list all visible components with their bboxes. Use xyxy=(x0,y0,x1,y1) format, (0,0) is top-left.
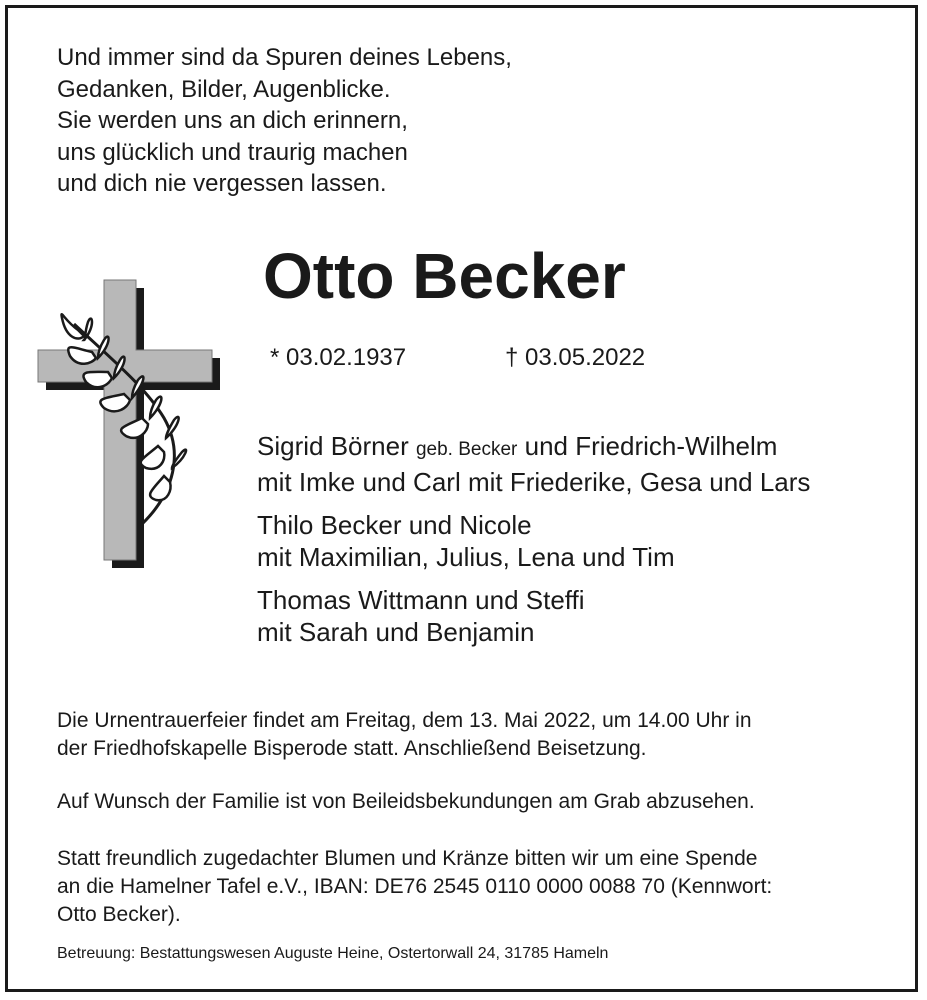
text-line: der Friedhofskapelle Bisperode statt. Anschließend Beisetzung. xyxy=(57,737,647,760)
poem-line: Gedanken, Bilder, Augenblicke. xyxy=(57,75,391,103)
maiden-name-note: geb. Becker xyxy=(415,439,518,460)
donation-paragraph xyxy=(57,845,772,929)
mourner-partner: und Friedrich-Wilhelm xyxy=(524,431,778,461)
text-line: Statt freundlich zugedachter Blumen und Kränze bitten wir um eine Spende xyxy=(57,847,758,870)
memorial-poem xyxy=(57,42,512,200)
mourner-name: Sigrid Börner xyxy=(257,431,409,461)
text-line: Otto Becker). xyxy=(57,903,181,926)
mourner-line: mit Maximilian, Julius, Lena und Tim xyxy=(257,542,675,572)
poem-line: Sie werden uns an dich erinnern, xyxy=(57,107,408,134)
mourner-family xyxy=(257,584,810,648)
death-date: † 03.05.2022 xyxy=(505,344,646,371)
mourner-family xyxy=(257,509,810,573)
poem-line: Und immer sind da Spuren deines Lebens, xyxy=(57,44,512,71)
birth-date: * 03.02.1937 xyxy=(270,344,407,371)
cross-with-palm-branch-icon xyxy=(34,278,220,568)
mourner-line: Thomas Wittmann und Steffi xyxy=(257,585,585,615)
text-line: Auf Wunsch der Familie ist von Beileidsbekundungen am Grab abzusehen. xyxy=(57,790,755,813)
mourners-list xyxy=(257,430,810,659)
mourner-family xyxy=(257,430,810,498)
text-line: Die Urnentrauerfeier findet am Freitag, dem 13. Mai 2022, um 14.00 Uhr in xyxy=(57,709,752,732)
mourner-line: mit Imke und Carl mit Friederike, Gesa und Lars xyxy=(257,467,811,497)
poem-line: und dich nie vergessen lassen. xyxy=(57,170,387,197)
funeral-home-footer: Betreuung: Bestattungswesen Auguste Heine, Ostertorwall 24, 31785 Hameln xyxy=(57,945,609,962)
deceased-name: Otto Becker xyxy=(263,240,626,312)
mourner-line xyxy=(257,430,810,466)
poem-line: uns glücklich und traurig machen xyxy=(57,138,408,166)
mourner-line: mit Sarah und Benjamin xyxy=(257,617,535,647)
text-line: an die Hamelner Tafel e.V., IBAN: DE76 2545 0110 0000 0088 70 (Kennwort: xyxy=(57,875,773,898)
condolence-paragraph xyxy=(57,788,755,816)
mourner-line: Thilo Becker und Nicole xyxy=(257,510,532,540)
ceremony-paragraph xyxy=(57,707,752,763)
